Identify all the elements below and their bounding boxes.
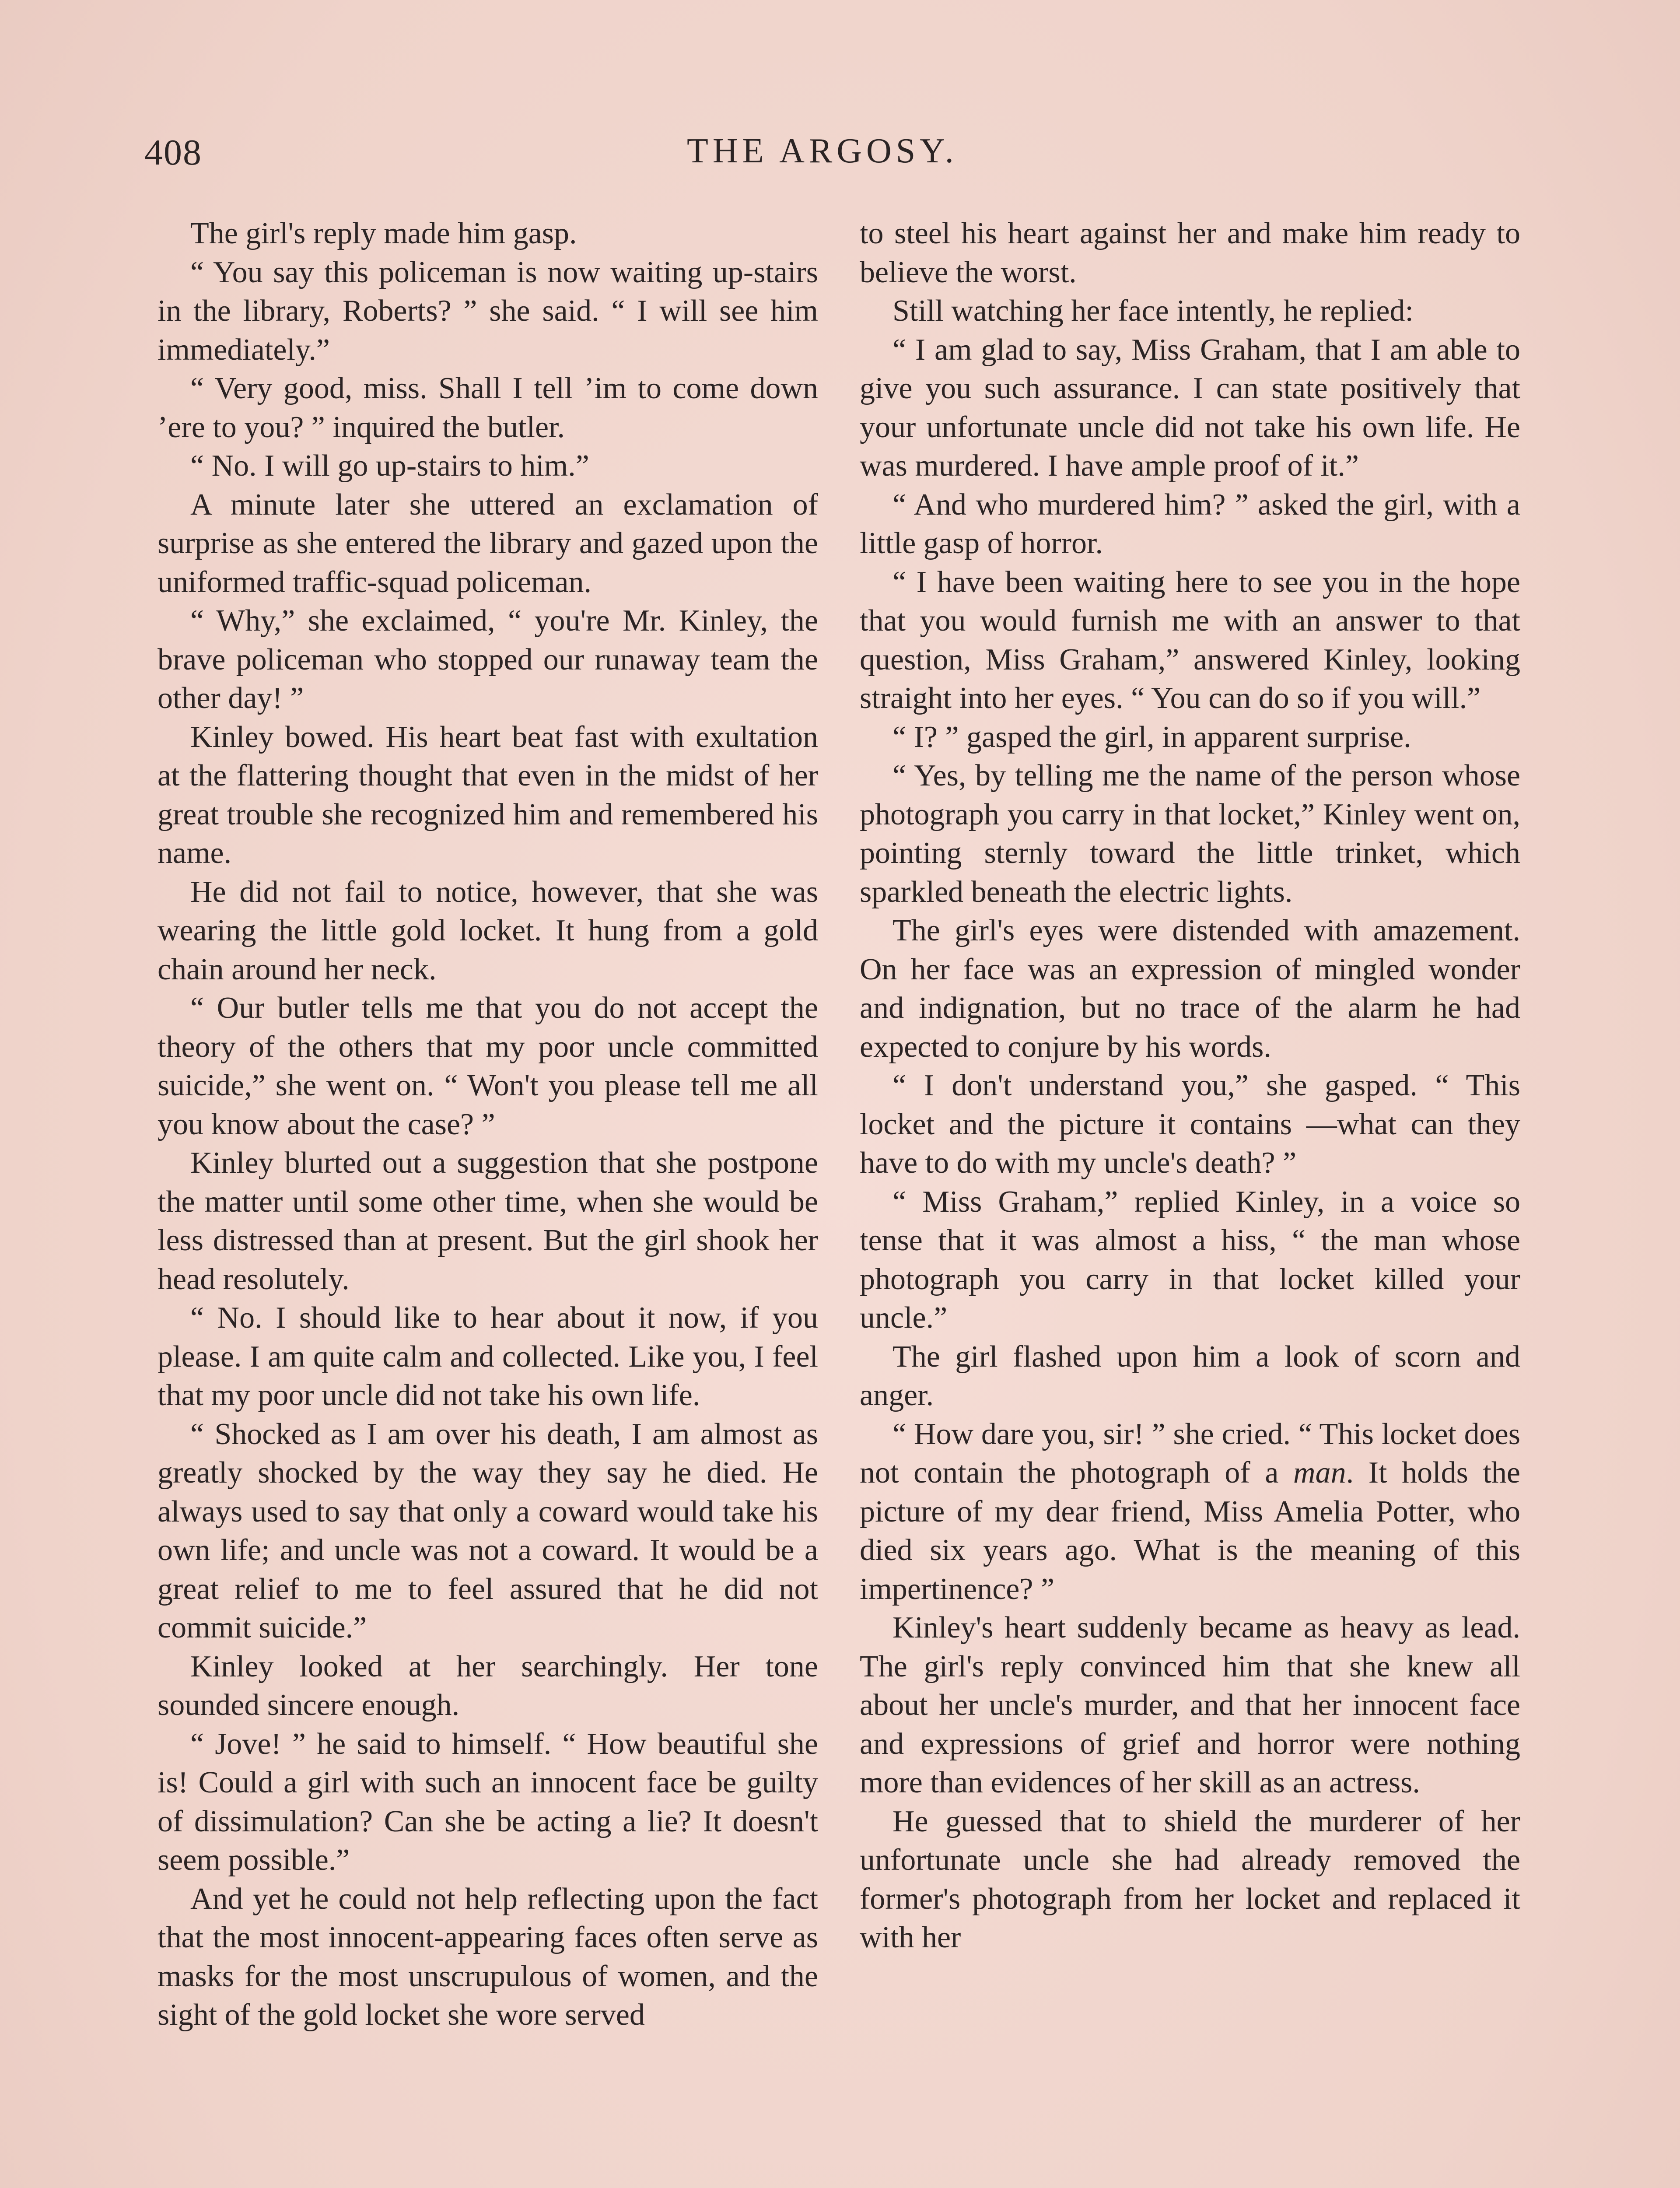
paragraph: Kinley looked at her searchingly. Her tone sounded sincere enough.: [158, 1649, 818, 1722]
emphasized-word: man: [1293, 1456, 1346, 1490]
paragraph: “ I have been waiting here to see you in the hope that you would furnish me with an answer to that question, Miss Graham,” answered Kinley, looking straight into her eyes. “ You can do so if you will.”: [860, 565, 1520, 715]
paragraph: “ I am glad to say, Miss Graham, that I am able to give you such assurance. I can state positively that your unfortunate uncle did not take his own life. He was murdered. I have ample proof of it.”: [860, 333, 1520, 483]
paragraph: He did not fail to notice, however, that she was wearing the little gold locket. It hung from a gold chain around her neck.: [158, 875, 818, 986]
paragraph: “ No. I will go up-stairs to him.”: [190, 449, 589, 483]
paragraph: “ Jove! ” he said to himself. “ How beautiful she is! Could a girl with such an innocent face be guilty of dissimulation? Can she be acting a lie? It doesn't seem possible.”: [158, 1727, 818, 1877]
paragraph: Kinley's heart suddenly became as heavy as lead. The girl's reply convinced him that she knew all about her uncle's murder, and that her innocent face and expressions of grief and horror were nothing more than evidences of her skill as an actress.: [860, 1611, 1520, 1799]
paragraph: Kinley bowed. His heart beat fast with exultation at the flattering thought that even in the midst of her great trouble she recognized him and remembered his name.: [158, 720, 818, 870]
page-number: 408: [144, 132, 202, 173]
running-title: THE ARGOSY.: [687, 132, 958, 170]
right-text-column: [860, 214, 1520, 2188]
paragraph: Kinley blurted out a suggestion that she postpone the matter until some other time, when she would be less distressed than at present. But the girl shook her head resolutely.: [158, 1146, 818, 1296]
paragraph: “ Why,” she exclaimed, “ you're Mr. Kinley, the brave policeman who stopped our runaway team the other day! ”: [158, 604, 818, 715]
paragraph: A minute later she uttered an exclamation of surprise as she entered the library and gazed upon the uniformed traffic-squad policeman.: [158, 487, 818, 599]
paragraph: “ I don't understand you,” she gasped. “ This locket and the picture it contains —what can they have to do with my uncle's death? ”: [860, 1069, 1520, 1180]
paragraph: The girl's reply made him gasp.: [190, 217, 577, 250]
paragraph: “ Our butler tells me that you do not accept the theory of the others that my poor uncle committed suicide,” she went on. “ Won't you please tell me all you know about the case? ”: [158, 991, 818, 1141]
paragraph: “ Miss Graham,” replied Kinley, in a voice so tense that it was almost a hiss, “ the man whose photograph you carry in that locket killed your uncle.”: [860, 1185, 1520, 1335]
paragraph: The girl flashed upon him a look of scorn and anger.: [860, 1339, 1520, 1412]
paragraph: And yet he could not help reflecting upon the fact that the most innocent-appearing faces often serve as masks for the most unscrupulous of women, and the sight of the gold locket she wore served: [158, 1882, 818, 2032]
quote-text: “ How dare you, sir! ” she cried. “ This locket does not contain the photograph of a: [860, 1417, 1520, 1490]
page-header: [144, 131, 1544, 179]
paragraph: “ Shocked as I am over his death, I am almost as greatly shocked by the way they say he died. He always used to say that only a coward would take his own life; and uncle was not a coward. It would be a great relief to me to feel assured that he did not commit suicide.”: [158, 1417, 818, 1645]
quote-text: . It holds the picture of my dear friend, Miss Amelia Potter, who died six years ago. What is the meaning of this impertinence? ”: [860, 1456, 1520, 1606]
left-text-column: [158, 214, 818, 2188]
paragraph: “ Yes, by telling me the name of the person whose photograph you carry in that locket,” Kinley went on, pointing sternly toward the little trinket, which sparkled beneath the electric lights.: [860, 759, 1520, 909]
paragraph: Still watching her face intently, he replied:: [892, 294, 1414, 328]
paragraph-with-emphasis: [860, 1415, 1520, 1609]
paragraph: “ You say this policeman is now waiting up-stairs in the library, Roberts? ” she said. “ I will see him immediately.”: [158, 255, 818, 367]
paragraph: “ Very good, miss. Shall I tell ’im to come down ’ere to you? ” inquired the butler.: [158, 372, 818, 444]
paragraph: He guessed that to shield the murderer of her unfortunate uncle she had already removed the former's photograph from her locket and replaced it with her: [860, 1804, 1520, 1954]
paragraph: “ No. I should like to hear about it now, if you please. I am quite calm and collected. Like you, I feel that my poor uncle did not take his own life.: [158, 1301, 818, 1412]
paragraph: “ And who murdered him? ” asked the girl, with a little gasp of horror.: [860, 487, 1520, 560]
continued-paragraph: to steel his heart against her and make him ready to believe the worst.: [860, 217, 1520, 289]
paragraph: The girl's eyes were distended with amazement. On her face was an expression of mingled wonder and indignation, but no trace of the alarm he had expected to conjure by his words.: [860, 914, 1520, 1064]
paragraph: “ I? ” gasped the girl, in apparent surprise.: [892, 720, 1411, 754]
